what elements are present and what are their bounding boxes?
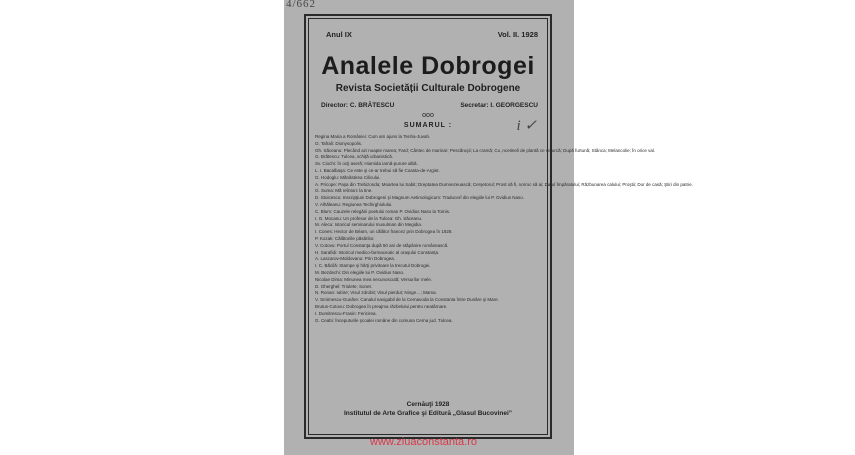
toc-entry: H. Sarafidi: Istoricul medico-farmaceutic al oraşului Constanţa. <box>315 249 440 255</box>
cover-frame <box>304 14 693 439</box>
toc-entry: L. I. Bacalbaşa: Ce este şi ce-ar trebui să fie Coasta-de-Argint. <box>315 167 440 173</box>
ornament: ooo <box>422 112 434 119</box>
volume-label: Vol. II. 1928 <box>497 30 538 39</box>
toc-entry: A. Lascarov-Moldovanu: Prin Dobrogea. <box>315 256 396 262</box>
toc-entry: G. Brătescu: Tulcea, schiţă urbanistică. <box>315 154 394 160</box>
imprint-city-year: Cernăuţi 1928 <box>406 401 450 408</box>
toc-entry: P. Kozak: Călătoriile păsărilor. <box>315 235 375 241</box>
toc-entry: V. Alhăleanu: Regiunea Techirghiolului. <box>315 201 393 207</box>
imprint-publisher: Institutul de Arte Grafice şi Editură „Glasul Bucovinei” <box>343 410 513 417</box>
imprint <box>306 401 550 417</box>
toc-entry: I. Dumitrescu-Frasin: Fericirea. <box>315 310 377 316</box>
toc-entry: I. C. Băcilă: Stampe şi hărţi privitoare la trecutul Dobrogei. <box>315 263 431 269</box>
toc-entry: Regina Maria a României: Cum am ajuns la Tenha-Juvah. <box>315 134 431 139</box>
toc-entry: Sv. Ciochi: În ocţi aseră; Hiamida iarnă-purure albă. <box>315 161 418 167</box>
toc-entry: O. Tafrali: Dionysopolis. <box>315 140 363 146</box>
toc-entry: V. Cotovu: Portul Constanţa după 50 ani de stăpânire românească. <box>315 242 449 248</box>
toc-entry: G. Suma: Mă reîntorc la tine. <box>315 188 373 194</box>
toc-entry: D. Gherghel: Triolete; Sonet. <box>315 283 373 289</box>
toc-entry: N. Ronan: Iubire; Visul zdrobit; Visul pierdut; Ninge…; Mama. <box>315 290 437 296</box>
toc-entry: Brutus-Cotovu: Dobrogea în preajma răzbelului pentru neatârnare. <box>315 303 448 309</box>
watermark-url: www.ziuaconstanta.ro <box>370 436 477 448</box>
contents-heading: SUMARUL : <box>403 122 453 129</box>
toc-entry: G. Ceabi: Începuturile şcoalei române din comuna Cerna jud. Tulcea. <box>315 317 453 323</box>
toc-entry: C. Blum: Cauzele relegării poetului roman P. Ovidius Naso la Tomis. <box>315 208 451 214</box>
handwritten-tick-mark: i ✓ <box>516 118 537 134</box>
handwritten-catalog-number: 4/662 <box>286 0 317 10</box>
toc-entry: Gh. Săceanu: Plecând azi noapte marea; Fard; Cântec de marinar; Pescăruşii; La cramă; Cu ‚ncetineli de plantă ce se urcă; După furtună; Stânca; Melancolie; În orice val. <box>315 147 656 153</box>
toc-entry: D. Stoicescu: Inscripţiuni Dobrogeni şi Magnum Aetimologicum: Traducerî din elegiile lui P. Ovidius Naso. <box>315 195 525 201</box>
scanned-cover <box>284 0 693 455</box>
journal-title: Analele Dobrogei <box>321 52 535 80</box>
year-label: Anul IX <box>326 30 352 39</box>
toc-entry: I. Cones: Hector de Béarn, un călător francez prin Dobrogea în 1828. <box>315 229 453 235</box>
toc-entry: V. Smirnescu-Gunăre: Canalul navigabil de la Cernavoda la Constanta între Dunăre şi Mare. <box>315 297 499 303</box>
toc-entry: G. Hodoglu: Mănăstirea Cilicului. <box>315 174 381 180</box>
secretary-line: Secretar: I. GEORGESCU <box>460 102 538 109</box>
toc-entry: M. Bezdechi: Din elegiile lui P. Ovidius Naso. <box>315 269 405 275</box>
toc-entry: Nicolae Dima: Minunea mea necunoscută; Versurilor mele. <box>315 276 433 282</box>
toc-entry: M. Alecu: Istoricul seminarului musulman din Megidia. <box>315 222 423 228</box>
toc-entry: A. Pricope: Paşa din Trebizonda; Moartea lui Sabit; Dreptatea Dumnezeuască; Cerşetorul; Prost să fi, norroc să ai; Darul Împăratului; Răzbunarea calului; Proştii; Dor de casă; Ştiri din patrie. <box>315 181 693 187</box>
toc-entry: I. G. Mocanu: Un profesor de la Tulcea: Gh. Săceanu. <box>315 215 423 221</box>
table-of-contents <box>315 134 693 324</box>
journal-subtitle: Revista Societății Culturale Dobrogene <box>335 83 521 94</box>
director-line: Director: C. BRĂTESCU <box>321 102 395 109</box>
